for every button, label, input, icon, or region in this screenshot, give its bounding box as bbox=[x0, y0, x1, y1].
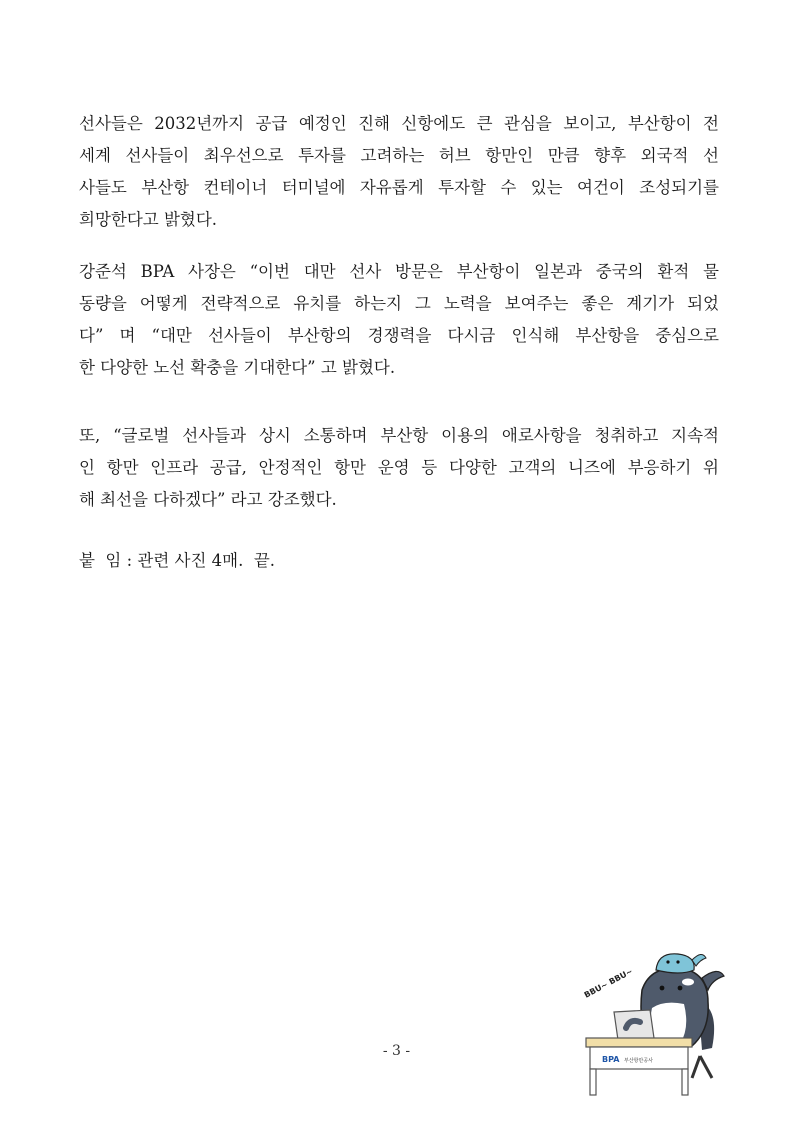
bpa-logo-subtext: 부산항만공사 bbox=[624, 1058, 653, 1064]
paragraph-line: 동량을 어떻게 전략적으로 유치를 하는지 그 노력을 보여주는 좋은 계기가 되었 bbox=[79, 294, 719, 313]
paragraph-3 bbox=[79, 420, 719, 516]
page-number: - 3 - bbox=[382, 1043, 411, 1059]
bpa-logo-text: BPA bbox=[602, 1055, 620, 1064]
mascot-speech-text: BBU~ BBU~ bbox=[582, 966, 635, 1000]
paragraph-line: 인 항만 인프라 공급, 안정적인 항만 운영 등 다양한 고객의 니즈에 부응하기 위 bbox=[79, 458, 719, 477]
paragraph-line: 다” 며 “대만 선사들이 부산항의 경쟁력을 다시금 인식해 부산항을 중심으로 bbox=[79, 326, 719, 345]
paragraph-line: 해 최선을 다하겠다” 라고 강조했다. bbox=[79, 490, 337, 509]
whale-mascot-illustration bbox=[580, 938, 730, 1098]
paragraph-line: 세계 선사들이 최우선으로 투자를 고려하는 허브 항만인 만큼 향후 외국적 선 bbox=[79, 146, 719, 165]
paragraph-line: 강준석 BPA 사장은 “이번 대만 선사 방문은 부산항이 일본과 중국의 환적 물 bbox=[79, 262, 719, 281]
paragraph-2 bbox=[79, 256, 719, 384]
paragraph-1 bbox=[79, 108, 719, 236]
paragraph-line: 희망한다고 밝혔다. bbox=[79, 210, 218, 229]
attachment-note: 붙 임 : 관련 사진 4매. 끝. bbox=[79, 551, 276, 570]
paragraph-line: 또, “글로벌 선사들과 상시 소통하며 부산항 이용의 애로사항을 청취하고 지속적 bbox=[79, 426, 719, 445]
whale-mascot-icon bbox=[580, 938, 730, 1098]
paragraph-line: 사들도 부산항 컨테이너 터미널에 자유롭게 투자할 수 있는 여건이 조성되기를 bbox=[79, 178, 719, 197]
paragraph-line: 선사들은 2032년까지 공급 예정인 진해 신항에도 큰 관심을 보이고, 부산항이 전 bbox=[79, 114, 719, 133]
paragraph-line: 한 다양한 노선 확충을 기대한다” 고 밝혔다. bbox=[79, 358, 396, 377]
